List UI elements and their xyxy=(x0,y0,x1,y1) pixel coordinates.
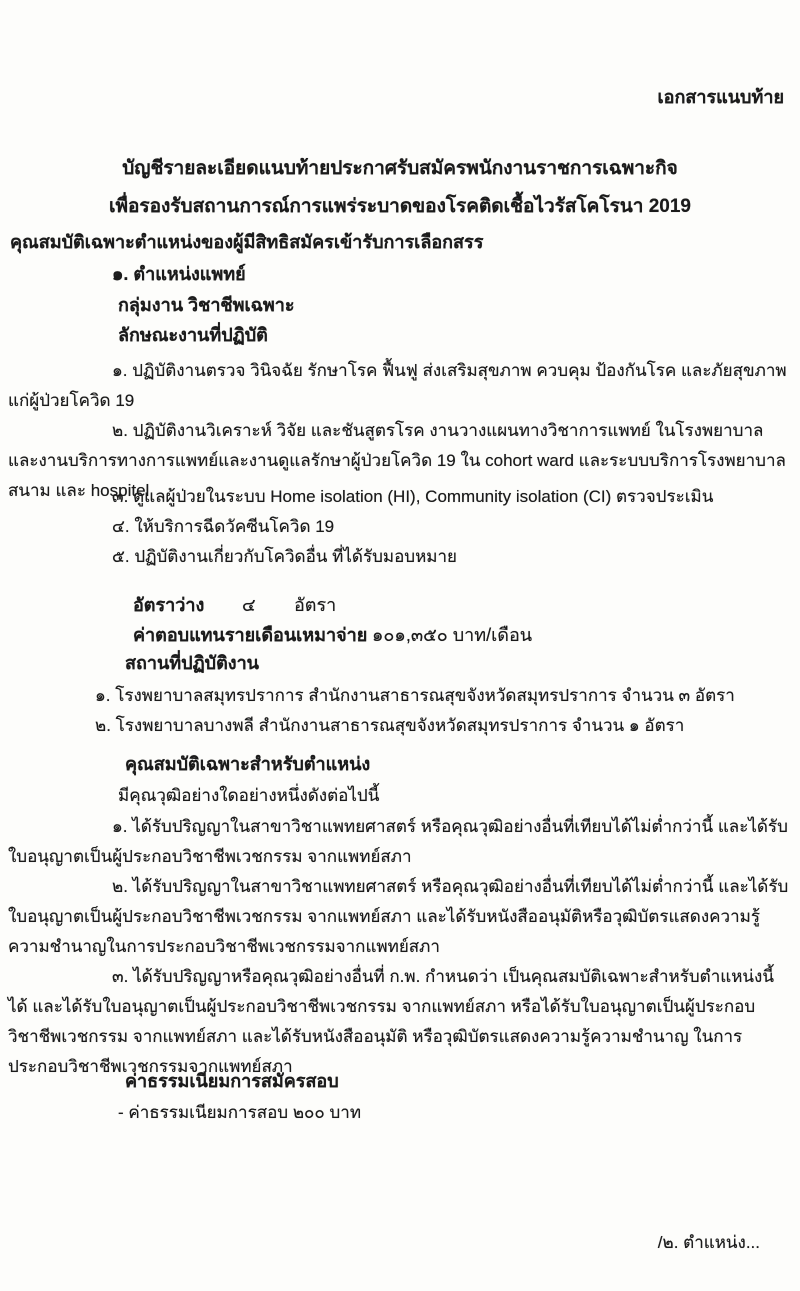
duty-item-4: ๔. ให้บริการฉีดวัคซีนโควิด 19 xyxy=(112,517,335,536)
footer-continuation-note: /๒. ตำแหน่ง... xyxy=(657,1233,760,1252)
position-title: ๑. ตำแหน่งแพทย์ xyxy=(112,264,246,284)
duty-item-1: ๑. ปฏิบัติงานตรวจ วินิจฉัย รักษาโรค ฟื้นฟู ส่งเสริมสุขภาพ ควบคุม ป้องกันโรค และภัยสุขภาพแก่ผู้ป่วยโควิด 19 xyxy=(8,361,787,410)
document-title-line1: บัญชีรายละเอียดแนบท้ายประกาศรับสมัครพนักงานราชการเฉพาะกิจ xyxy=(122,158,678,179)
document-title xyxy=(0,150,800,226)
vacancy-unit: อัตรา xyxy=(294,595,337,615)
qualifications-intro: มีคุณวุฒิอย่างใดอย่างหนึ่งดังต่อไปนี้ xyxy=(118,786,380,805)
work-group: กลุ่มงาน วิชาชีพเฉพาะ xyxy=(118,295,295,315)
corner-label: เอกสารแนบท้าย xyxy=(657,87,784,107)
fee-heading: ค่าธรรมเนียมการสมัครสอบ xyxy=(125,1071,339,1091)
salary-value: ๑๐๑,๓๕๐ บาท/เดือน xyxy=(372,625,533,645)
duties-heading: ลักษณะงานที่ปฏิบัติ xyxy=(118,325,268,345)
document-title-line2: เพื่อรองรับสถานการณ์การแพร่ระบาดของโรคติดเชื้อไวรัสโคโรนา 2019 xyxy=(108,196,691,217)
fee-detail: - ค่าธรรมเนียมการสอบ ๒๐๐ บาท xyxy=(118,1103,362,1122)
duty-item-3: ๓. ดูแลผู้ป่วยในระบบ Home isolation (HI), Community isolation (CI) ตรวจประเมิน xyxy=(112,487,714,506)
duty-item-2: ๒. ปฏิบัติงานวิเคราะห์ วิจัย และชันสูตรโรค งานวางแผนทางวิชาการแพทย์ ในโรงพยาบาลและงานบริการทางการแพทย์และงานดูแลรักษาผู้ป่วยโควิด 19 ใน cohort ward และระบบบริการโรงพยาบาลสนาม และ hospitel xyxy=(8,421,786,500)
duty-item-5: ๕. ปฏิบัติงานเกี่ยวกับโควิดอื่น ที่ได้รับมอบหมาย xyxy=(112,547,457,566)
qualification-item-1: ๑. ได้รับปริญญาในสาขาวิชาแพทยศาสตร์ หรือคุณวุฒิอย่างอื่นที่เทียบได้ไม่ต่ำกว่านี้ และได้รับใบอนุญาตเป็นผู้ประกอบวิชาชีพเวชกรรม จากแพทย์สภา xyxy=(8,817,788,866)
workplace-item-1: ๑. โรงพยาบาลสมุทรปราการ สำนักงานสาธารณสุขจังหวัดสมุทรปราการ จำนวน ๓ อัตรา xyxy=(95,686,735,705)
workplace-item-2: ๒. โรงพยาบาลบางพลี สำนักงานสาธารณสุขจังหวัดสมุทรปราการ จำนวน ๑ อัตรา xyxy=(95,716,685,735)
qualification-item-3: ๓. ได้รับปริญญาหรือคุณวุฒิอย่างอื่นที่ ก.พ. กำหนดว่า เป็นคุณสมบัติเฉพาะสำหรับตำแหน่งนี้ได้ และได้รับใบอนุญาตเป็นผู้ประกอบวิชาชีพเวชกรรม จากแพทย์สภา หรือได้รับใบอนุญาตเป็นผู้ประกอบวิชาชีพเวชกรรม จากแพทย์สภา และได้รับหนังสืออนุมัติ หรือวุฒิบัตรแสดงความรู้ความชำนาญ ในการประกอบวิชาชีพเวชกรรมจากแพทย์สภา xyxy=(8,967,774,1076)
section-heading: คุณสมบัติเฉพาะตำแหน่งของผู้มีสิทธิสมัครเข้ารับการเลือกสรร xyxy=(10,232,484,252)
vacancy-value: ๔ xyxy=(242,595,256,615)
vacancy-label: อัตราว่าง xyxy=(133,595,205,615)
qualification-item-2: ๒. ได้รับปริญญาในสาขาวิชาแพทยศาสตร์ หรือคุณวุฒิอย่างอื่นที่เทียบได้ไม่ต่ำกว่านี้ และได้รับใบอนุญาตเป็นผู้ประกอบวิชาชีพเวชกรรม จากแพทย์สภา และได้รับหนังสืออนุมัติหรือวุฒิบัตรแสดงความรู้ความชำนาญในการประกอบวิชาชีพเวชกรรมจากแพทย์สภา xyxy=(8,877,789,956)
salary-label: ค่าตอบแทนรายเดือนเหมาจ่าย xyxy=(133,625,368,645)
qualifications-heading: คุณสมบัติเฉพาะสำหรับตำแหน่ง xyxy=(125,754,371,774)
workplace-heading: สถานที่ปฏิบัติงาน xyxy=(125,653,259,673)
